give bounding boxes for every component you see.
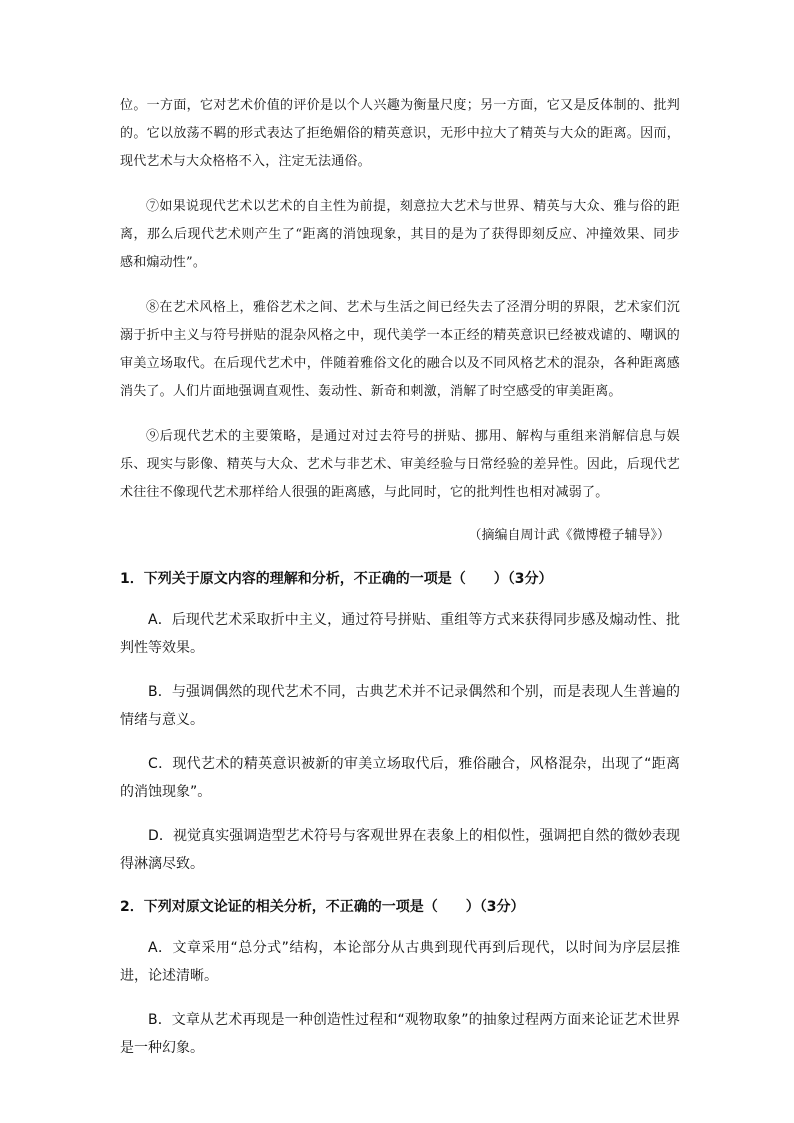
passage-paragraph-9: ⑨后现代艺术的主要策略，是通过对过去符号的拼贴、挪用、解构与重组来消解信息与娱乐、现实与影像、精英与大众、艺术与非艺术、审美经验与日常经验的差异性。因此，后现代艺术往往不像现代艺术那样给人很强的距离感，与此同时，它的批判性也相对减弱了。 [120,429,680,500]
question-1-option-d: D．视觉真实强调造型艺术符号与客观世界在表象上的相似性，强调把自然的微妙表现得淋漓尽致。 [120,828,680,872]
question-2 [120,894,680,1062]
question-1-option-b: B．与强调偶然的现代艺术不同，古典艺术并不记录偶然和个别，而是表现人生普遍的情绪与意义。 [120,684,680,728]
question-1 [120,566,680,878]
question-1-option-a: A．后现代艺术采取折中主义，通过符号拼贴、重组等方式来获得同步感及煽动性、批判性等效果。 [120,612,680,656]
question-2-title: 2．下列对原文论证的相关分析，不正确的一项是（ ）（3分） [120,899,525,915]
document-page [120,92,680,1078]
passage-source: （摘编自周计武《微博橙子辅导》） [468,528,670,543]
question-2-option-b: B．文章从艺术再现是一种创造性过程和“观物取象”的抽象过程两方面来论证艺术世界是一种幻象。 [120,1012,680,1056]
question-2-option-a: A．文章采用“总分式”结构，本论部分从古典到现代再到后现代，以时间为序层层推进，论述清晰。 [120,940,680,984]
passage-paragraph-6-continued: 位。一方面，它对艺术价值的评价是以个人兴趣为衡量尺度；另一方面，它又是反体制的、批判的。它以放荡不羁的形式表达了拒绝媚俗的精英意识，无形中拉大了精英与大众的距离。因而，现代艺术与大众格格不入，注定无法通俗。 [120,98,680,169]
passage-paragraph-8: ⑧在艺术风格上，雅俗艺术之间、艺术与生活之间已经失去了泾渭分明的界限，艺术家们沉溺于折中主义与符号拼贴的混杂风格之中，现代美学一本正经的精英意识已经被戏谑的、嘲讽的审美立场取代。在后现代艺术中，伴随着雅俗文化的融合以及不同风格艺术的混杂，各种距离感消失了。人们片面地强调直观性、轰动性、新奇和刺激，消解了时空感受的审美距离。 [120,300,680,399]
question-1-title: 1．下列关于原文内容的理解和分析，不正确的一项是（ ）（3分） [120,571,553,587]
passage-paragraph-7: ⑦如果说现代艺术以艺术的自主性为前提，刻意拉大艺术与世界、精英与大众、雅与俗的距离，那么后现代艺术则产生了“距离的消蚀现象，其目的是为了获得即刻反应、冲撞效果、同步感和煽动性”。 [120,199,680,270]
reading-passage [120,92,680,548]
question-1-option-c: C．现代艺术的精英意识被新的审美立场取代后，雅俗融合，风格混杂，出现了“距离的消蚀现象”。 [120,756,680,800]
